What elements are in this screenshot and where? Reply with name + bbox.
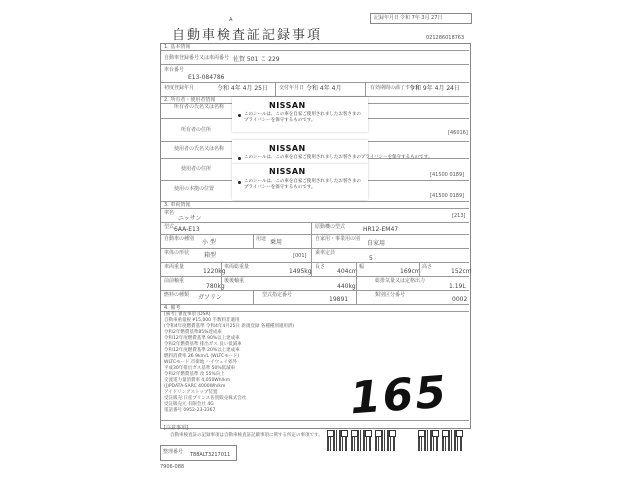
gross-value: 1495kg bbox=[289, 268, 312, 275]
bullet-icon bbox=[238, 114, 241, 117]
length-label: 長さ bbox=[315, 264, 326, 270]
sticker-note: このシールは、この車を自家ご使用されましたお客さまのプライバシーを保守するものです。 bbox=[244, 112, 361, 123]
expiry-label: 有効期間の満了する日 bbox=[370, 85, 421, 91]
capacity-value: 5 bbox=[369, 255, 373, 262]
handwritten-number: 165 bbox=[348, 366, 450, 425]
form-number: 7906-088 bbox=[160, 464, 185, 470]
use-value: 乗用 bbox=[270, 239, 283, 246]
qr-code-3 bbox=[375, 430, 396, 451]
header-small-mark: A bbox=[229, 17, 233, 23]
remarks-line: [備考] 審査事項 [DSR] bbox=[164, 312, 211, 317]
weight-value: 1220kg bbox=[203, 268, 226, 275]
mgmt-label: 整理番号 bbox=[163, 449, 184, 455]
remarks-section-label: 4. 備考 bbox=[164, 305, 181, 311]
privacy-sticker-3 bbox=[232, 164, 368, 200]
remarks-line: WLTCモード 市街地 ハイウェイ郊外 bbox=[164, 360, 237, 365]
bullet-icon bbox=[238, 181, 241, 184]
reg-value: 佐賀 501 こ 229 bbox=[233, 56, 280, 63]
remarks-line: 自動車重量税 ¥15,000 手数料非適用 bbox=[164, 318, 240, 323]
fuel-label: 燃料の種類 bbox=[164, 292, 190, 298]
fuel-value: ガソリン bbox=[198, 294, 223, 301]
date-value: 令和 7年 3月 27日 bbox=[400, 15, 443, 21]
owner-addr-label: 所有者の住所 bbox=[181, 127, 212, 133]
maker-value: ニッサン bbox=[178, 215, 202, 222]
qr-code-5 bbox=[442, 430, 463, 451]
notes-label: [注意事項] bbox=[164, 425, 188, 431]
width-value: 169cm bbox=[400, 268, 421, 275]
base-label: 使用の本拠の位置 bbox=[174, 186, 215, 192]
model-label: 型式 bbox=[164, 224, 175, 230]
qr-code-4 bbox=[418, 430, 439, 451]
remarks-line: 受託販売:日産プリンス佐賀販売株式会社 bbox=[164, 396, 247, 401]
remarks-line: 令和2年燃費基準 改 55%向上 bbox=[164, 372, 225, 377]
width-label: 幅 bbox=[359, 264, 365, 270]
purpose-value: 自家用 bbox=[367, 240, 386, 247]
notes-line: 自動車検査証の記録事項は自動車検査証記載事項に関する所定の事項です。 bbox=[170, 433, 323, 438]
remarks-line: 令和12年度燃費基準 20%以上達成車 bbox=[164, 348, 240, 353]
height-label: 高さ bbox=[422, 264, 433, 270]
vin-value: E13-084786 bbox=[188, 74, 225, 81]
gross-label: 車両総重量 bbox=[224, 264, 250, 270]
basic-section-label: 1. 基本情報 bbox=[164, 44, 191, 50]
issue-value: 令和 4年 4月 bbox=[306, 85, 342, 92]
maker-label: 車名 bbox=[164, 210, 175, 216]
kind-label: 自動車の種別 bbox=[164, 236, 195, 242]
expiry-value: 令和 9年 4月 24日 bbox=[409, 85, 460, 92]
shape-code: [001] bbox=[293, 253, 307, 259]
privacy-sticker-2 bbox=[232, 140, 433, 164]
user-code: [41500 0189] bbox=[430, 172, 465, 178]
weight-label: 車両重量 bbox=[164, 264, 185, 270]
front-axle-label: 前前軸重 bbox=[164, 278, 185, 284]
nissan-logo: NISSAN bbox=[269, 101, 306, 110]
displacement-value: 1.19L bbox=[449, 283, 466, 290]
height-value: 152cm bbox=[451, 268, 472, 275]
rear-axle-label: 後後軸重 bbox=[224, 278, 245, 284]
type-no-label: 型式指定番号 bbox=[262, 292, 293, 298]
rear-axle-value: 440kg bbox=[337, 283, 356, 290]
shape-label: 車体の形状 bbox=[164, 250, 190, 256]
displacement-label: 総排気量又は定格出力 bbox=[375, 278, 426, 284]
user-name-label: 使用者の氏名又は名称 bbox=[174, 146, 225, 152]
remarks-line: 令和2年燃費基準85%達成車 bbox=[164, 330, 222, 335]
maker-code: [213] bbox=[452, 213, 466, 219]
sticker-note: このシールは、この車を自家ご使用されましたお客さまのプライバシーを保守するものです。 bbox=[244, 179, 361, 190]
remarks-line: 受託販売元 有限会社 4G bbox=[164, 402, 214, 407]
front-axle-value: 780kg bbox=[206, 283, 225, 290]
class-no-label: 類別区分番号 bbox=[375, 292, 406, 298]
privacy-sticker-1 bbox=[232, 97, 368, 132]
remarks-line: (令和4年度燃費基準 令和4年4月25日 新規登録 各種種別適用済) bbox=[164, 324, 295, 329]
remarks-line: 燃料消費率 26.9km/L (WLTCモード) bbox=[164, 354, 240, 359]
model-value: 6AA-E13 bbox=[174, 226, 200, 233]
first-reg-label: 初度登録年月 bbox=[164, 85, 195, 91]
mgmt-value: T88ALT3217011 bbox=[190, 452, 231, 458]
qr-code-1 bbox=[327, 430, 348, 451]
remarks-line: 電話番号 0952-23-3367 bbox=[164, 408, 216, 413]
class-no-value: 0002 bbox=[452, 296, 468, 303]
remarks-line: 令和2年燃費基準 排出ガス 良い低減車 bbox=[164, 342, 242, 347]
shape-value: 箱型 bbox=[204, 252, 217, 259]
remarks-line: 令和12年度燃費基準 90%以上達成車 bbox=[164, 336, 240, 341]
engine-value: HR12-EM47 bbox=[363, 226, 399, 233]
remarks-line: (J)PDATA-SARC 4000Wh/km bbox=[164, 384, 226, 389]
issue-label: 交付年月日 bbox=[279, 85, 305, 91]
doc-number: 021286018763 bbox=[426, 35, 465, 41]
owner-section-label: 2. 所有者・使用者情報 bbox=[164, 97, 216, 103]
first-reg-value: 令和 4年 4月 25日 bbox=[217, 85, 268, 92]
type-no-value: 19891 bbox=[329, 296, 349, 303]
capacity-label: 乗車定員 bbox=[315, 250, 336, 256]
base-code: [41500 0189] bbox=[430, 193, 465, 199]
remarks-line: 平成30年排出ガス基準 50%低減車 bbox=[164, 366, 236, 371]
page-title: 自動車検査証記録事項 bbox=[172, 28, 323, 43]
reg-label: 自動車登録番号又は車両番号 bbox=[164, 55, 230, 61]
kind-value: 小 型 bbox=[202, 239, 216, 246]
purpose-label: 自家用・事業用の別 bbox=[315, 236, 361, 242]
remarks-line: アイドリングストップ装置 bbox=[164, 390, 218, 395]
qr-code-2 bbox=[351, 430, 372, 451]
vin-label: 車台番号 bbox=[164, 67, 185, 73]
vehicle-section-label: 3. 車両情報 bbox=[164, 202, 191, 208]
remarks-line: 交流電力量消費率 4,050Wh/km bbox=[164, 378, 231, 383]
use-label: 用途 bbox=[256, 236, 267, 242]
nissan-logo: NISSAN bbox=[269, 167, 306, 176]
length-value: 404cm bbox=[337, 268, 358, 275]
user-addr-label: 使用者の住所 bbox=[181, 166, 212, 172]
sticker-note: このシールは、この車を自家ご使用されましたお客さまのプライバシーを保守するものです。 bbox=[244, 155, 433, 160]
owner-code: [46016] bbox=[448, 130, 468, 136]
nissan-logo: NISSAN bbox=[269, 144, 306, 153]
bullet-icon bbox=[238, 157, 241, 160]
owner-name-label: 所有者の氏名又は名称 bbox=[174, 104, 225, 110]
date-label: 記録年月日 bbox=[374, 15, 400, 21]
engine-label: 原動機の型式 bbox=[315, 224, 346, 230]
